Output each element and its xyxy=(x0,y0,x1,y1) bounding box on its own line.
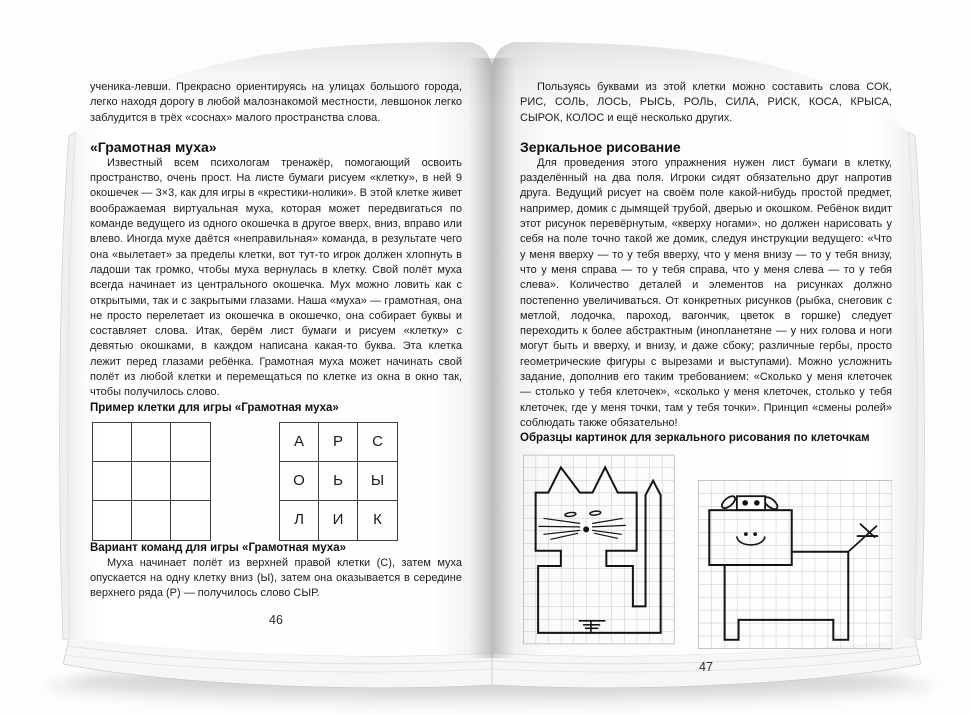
empty-grid-cell xyxy=(93,501,132,540)
empty-grid-cell xyxy=(132,462,171,501)
left-body-paragraph: Известный всем психологам тренажёр, помогающий освоить пространство, очень прост. На листе бумаги рисуем «клетку», в ней 9 окошечек — 3×3, как для игры в «крестики-нолики». В этой клетке живет воображаемая виртуальная муха, которая может передвигаться по команде ведущего из одного окошечка в другое вверх, вниз, вправо или влево. Иногда мухе даётся «неправильная» команда, в результате чего она «вылетает» за пределы клетки, вот тут-то игрок должен хлопнуть в ладоши так громко, чтобы муха вернулась в клетку. Свой полёт муха всегда начинает из центрального окошечка. Мух можно ловить как с открытыми, так и с закрытыми глазами. Наша «муха» — грамотная, она не просто перелетает из окошечка в окошечко, она собирает буквы и составляет слова. Итак, берём лист бумаги и рисуем «клетку» с девятью окошками, в каждом написана какая-то буква. Эта клетка лежит перед глазами ребёнка. Грамотная муха может начинать свой полёт из любой клетки и перемещаться по клетке из окна в окно так, чтобы получилось слово. xyxy=(90,156,462,399)
letter-grid-cell: Ь xyxy=(319,462,358,501)
grid-example-caption: Пример клетки для игры «Грамотная муха» xyxy=(90,401,339,414)
empty-grid-cell xyxy=(171,501,210,540)
empty-grid-cell xyxy=(132,501,171,540)
spine-gutter xyxy=(468,58,516,658)
letter-grid xyxy=(279,422,398,541)
letter-grid-cell: О xyxy=(280,462,319,501)
empty-grid-cell xyxy=(93,462,132,501)
bull-forelock xyxy=(736,496,764,510)
empty-grid-cell xyxy=(132,423,171,462)
page-number-right: 47 xyxy=(699,660,713,675)
letter-grid-cell: Л xyxy=(280,501,319,540)
letter-grid-cell: Р xyxy=(319,423,358,462)
bull-eye-right xyxy=(753,532,757,536)
left-page xyxy=(90,80,462,628)
mirror-drawing-figures xyxy=(523,454,892,649)
right-intro-paragraph: Пользуясь буквами из этой клетки можно составить слова СОК, РИС, СОЛЬ, ЛОСЬ, РЫСЬ, РОЛЬ, СИЛА, РИСК, КОСА, КРЫСА, СЫРОК, КОЛОС и ещё несколько других. xyxy=(520,81,892,124)
letter-grid-cell: И xyxy=(319,501,358,540)
right-body-paragraph: Для проведения этого упражнения нужен лист бумаги в клетку, разделённый на два поля. Игроки сидят обязательно друг напротив друга. Ведущий рисует на своём поле какой-нибудь простой предмет, например, домик с дымящей трубой, дверью и окошком. Ребёнок видит этот рисунок перевёрнутым, «кверху ногами», но должен нарисовать у себя на поле точно такой же домик, следуя инструкции ведущего: «Что у меня вверху — то у тебя вверху, что у меня внизу — то у тебя внизу, что у меня справа — то у тебя справа, что у меня слева — то у тебя слева». Количество деталей и элементов на рисунках должно постепенно увеличиваться. От конкретных рисунков (рыбка, снеговик с метлой, лодочка, пароход, вагончик, цветок в горшке) следует переходить к более абстрактным (инопланетяне — у них голова и ноги могут быть и вверху, и внизу, и даже сбоку; различные гербы, просто геометрические фигуры с вырезами и выступами). Можно усложнить задание, дополнив его таким требованием: «Сколько у меня клеточек — столько у тебя клеточек», «сколько у меня клеточек, столько у тебя клеточек, где у меня точки, там у тебя точки». Принцип «смены ролей» соблюдать также обязательно! xyxy=(520,156,892,429)
commands-caption: Вариант команд для игры «Грамотная муха» xyxy=(90,541,346,554)
left-section-heading: «Грамотная муха» xyxy=(90,138,217,155)
bull-grid-drawing xyxy=(698,480,892,649)
right-page xyxy=(520,80,892,676)
empty-grid-cell xyxy=(171,423,210,462)
figures-caption: Образцы картинок для зеркального рисования по клеточкам xyxy=(520,432,870,445)
cat-grid-drawing xyxy=(523,454,675,645)
empty-grid-cell xyxy=(171,462,210,501)
bull-eye-left xyxy=(744,532,748,536)
empty-grid xyxy=(92,422,211,541)
right-section-heading: Зеркальное рисование xyxy=(520,138,681,155)
empty-grid-cell xyxy=(93,423,132,462)
fly-game-grids xyxy=(92,422,462,541)
letter-grid-cell: К xyxy=(373,511,382,529)
letter-grid-cell: С xyxy=(358,423,397,462)
commands-paragraph: Муха начинает полёт из верхней правой клетки (С), затем муха опускается на одну клетку вниз (Ы), затем она оказывается в середине верхнего ряда (Р) — получилось слово СЫР. xyxy=(90,556,462,600)
left-intro-paragraph: ученика-левши. Прекрасно ориентируясь на улицах большого города, легко находя дорогу в любой малознакомой местности, левшонок легко заблудится в трёх «соснах» малого пространства слова. xyxy=(90,81,462,124)
page-number-left: 46 xyxy=(269,612,283,627)
letter-grid-cell: А xyxy=(280,423,319,462)
cat-nose xyxy=(583,527,589,533)
letter-grid-cell: Ы xyxy=(358,462,397,501)
